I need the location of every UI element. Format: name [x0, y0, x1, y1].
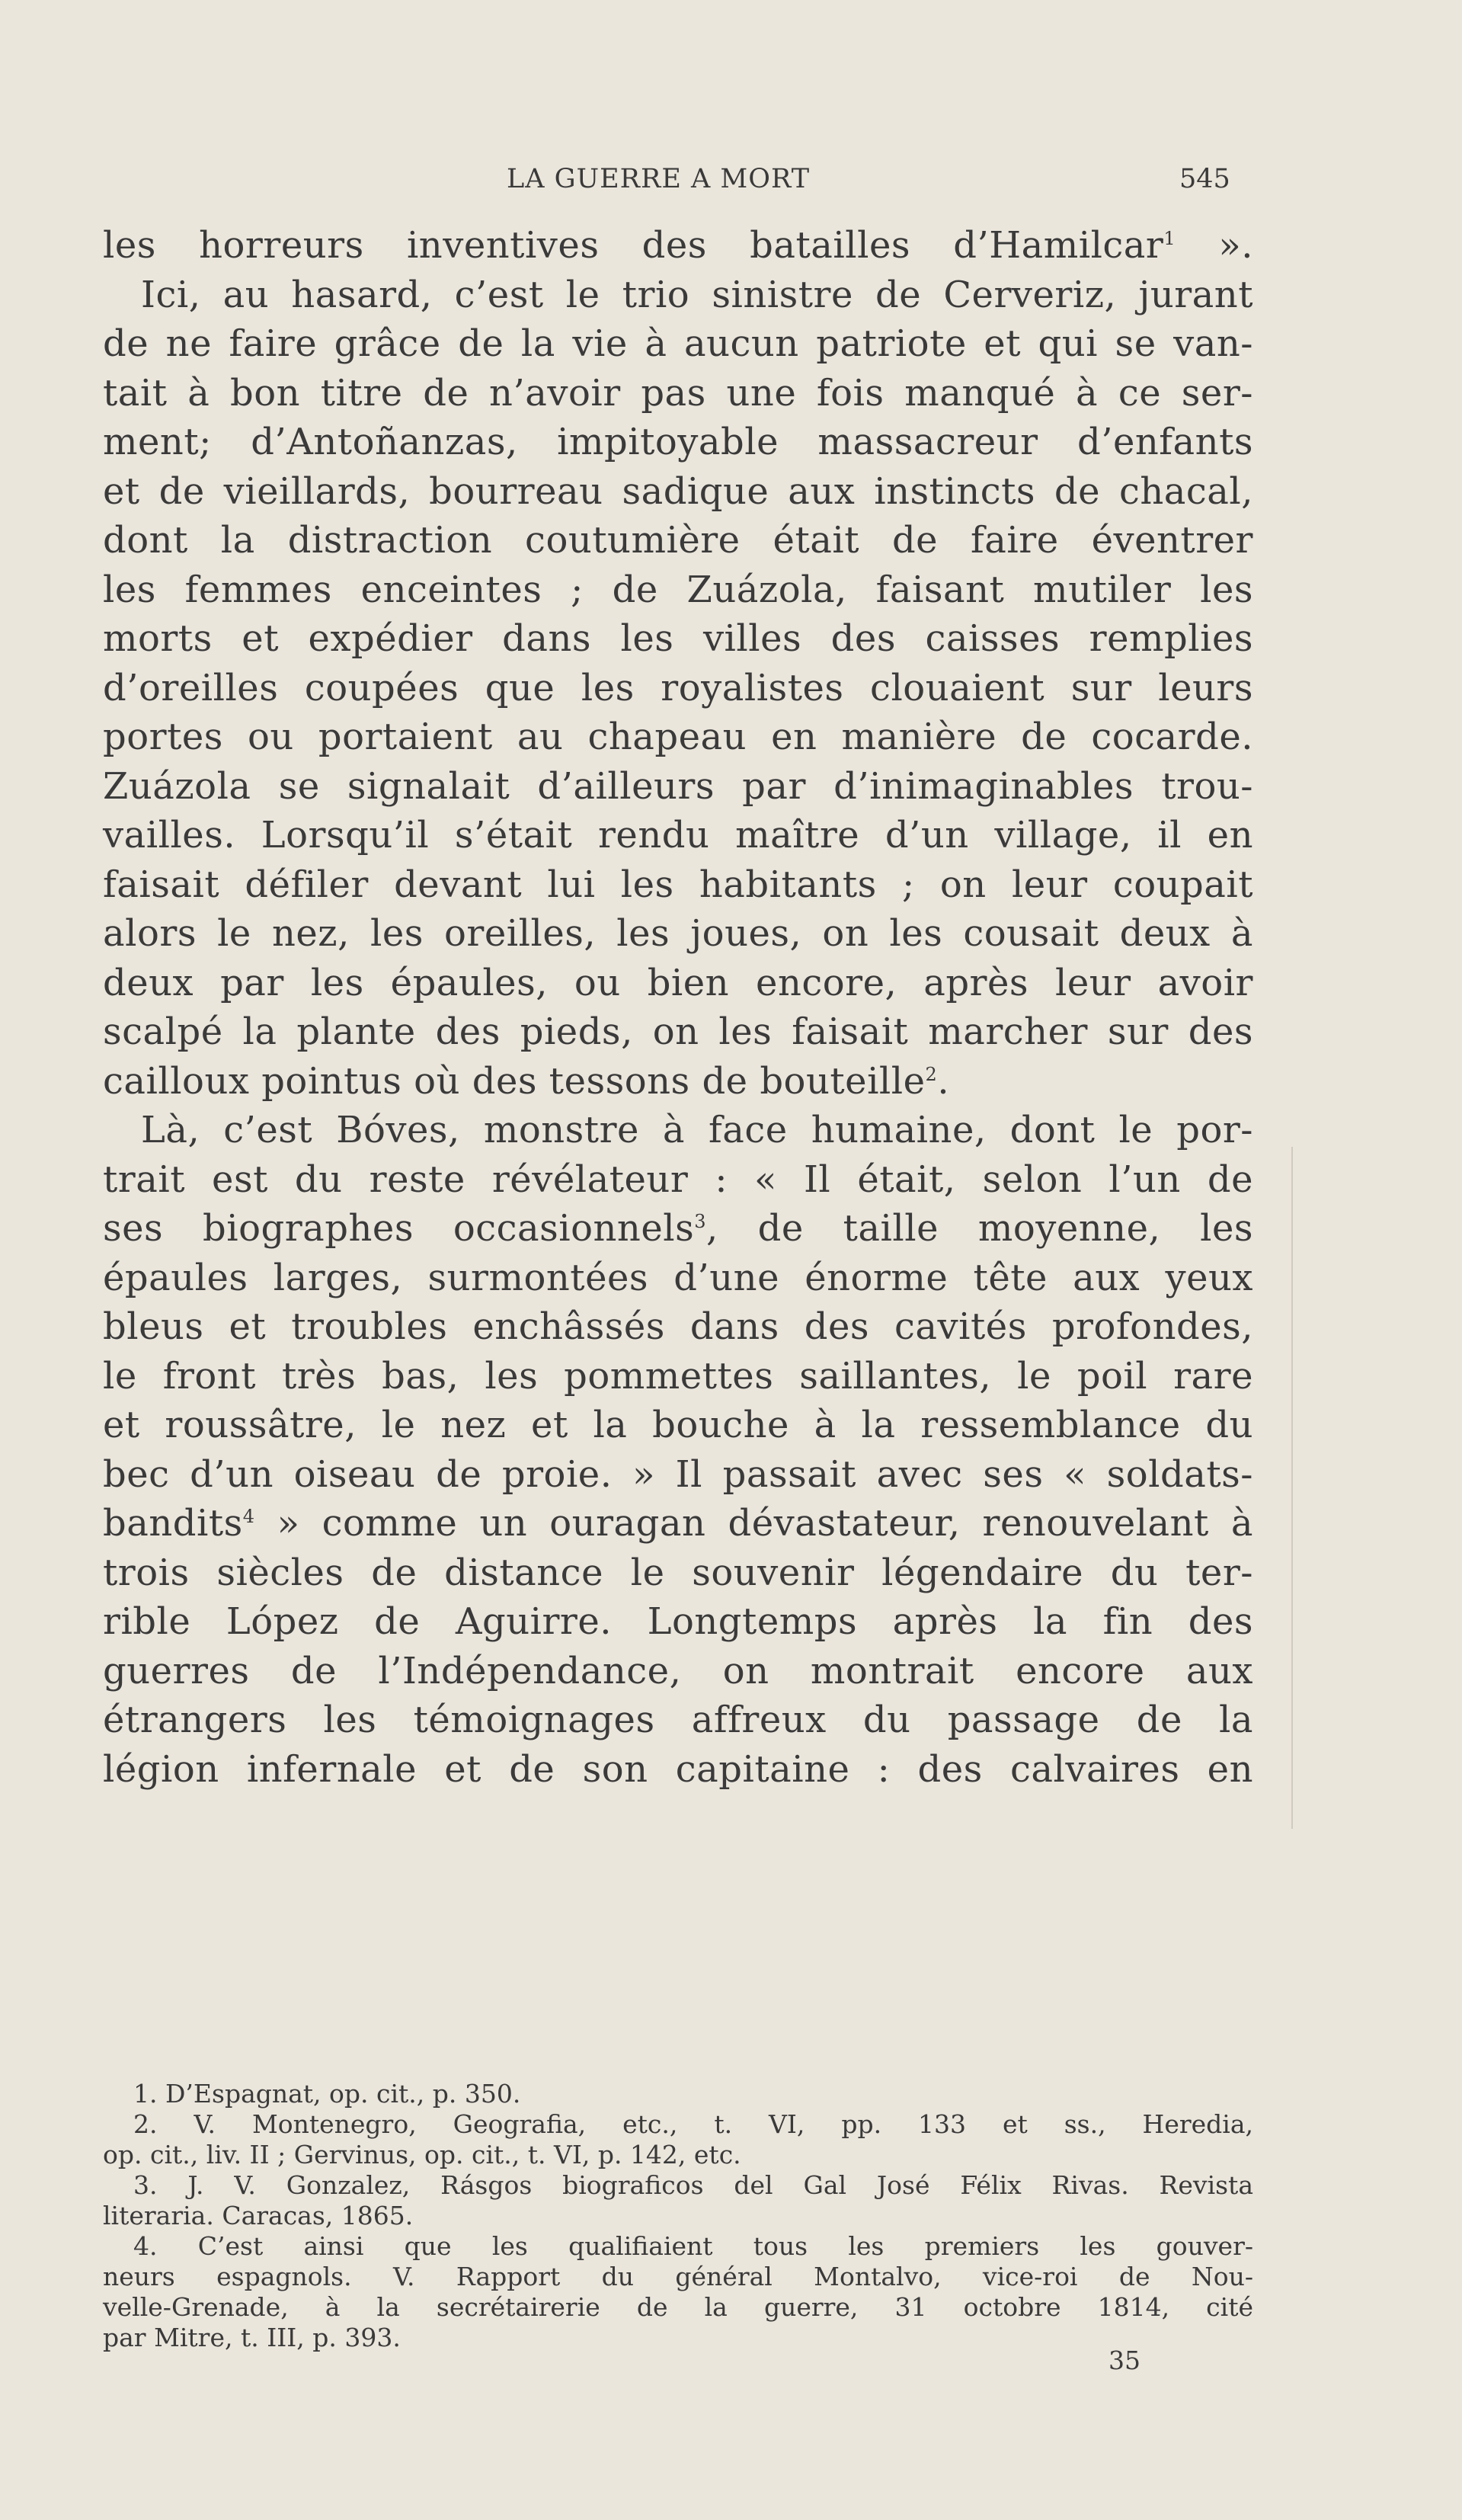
body-text [103, 221, 1253, 1794]
page-number: 545 [1179, 164, 1230, 194]
text-line: de ne faire grâce de la vie à aucun patriote et qui se van- [103, 322, 1253, 365]
footnote-line: neurs espagnols. V. Rapport du général Montalvo, vice-roi de Nou- [103, 2262, 1253, 2291]
text-line: Ici, au hasard, c’est le trio sinistre de Cerveriz, jurant [141, 273, 1253, 316]
text-line: cailloux pointus où des tessons de bouteille$^2$. [103, 1059, 950, 1103]
text-line: faisait défiler devant lui les habitants ; on leur coupait [103, 863, 1253, 906]
text-line: le front très bas, les pommettes saillantes, le poil rare [103, 1354, 1253, 1398]
text-line: épaules larges, surmontées d’une énorme tête aux yeux [103, 1256, 1253, 1299]
footnote-line: 3. J. V. Gonzalez, Rásgos biograficos del Gal José Félix Rivas. Revista [133, 2170, 1253, 2200]
note-ref: 1 [1163, 228, 1176, 249]
text-line: vailles. Lorsqu’il s’était rendu maître d’un village, il en [103, 814, 1253, 857]
text-line: guerres de l’Indépendance, on montrait encore aux [103, 1649, 1253, 1692]
footnote-line: 2. V. Montenegro, Geografia, etc., t. VI, pp. 133 et ss., Heredia, [133, 2109, 1253, 2139]
text-line: morts et expédier dans les villes des caisses remplies [103, 617, 1253, 660]
text-line: Zuázola se signalait d’ailleurs par d’inimaginables trou- [103, 764, 1253, 808]
text-line: trois siècles de distance le souvenir légendaire du ter- [103, 1551, 1253, 1594]
text-line: dont la distraction coutumière était de faire éventrer [103, 519, 1253, 562]
text-line: étrangers les témoignages affreux du passage de la [103, 1699, 1253, 1741]
text-line: tait à bon titre de n’avoir pas une fois manqué à ce ser- [103, 371, 1253, 415]
text-line: scalpé la plante des pieds, on les faisait marcher sur des [103, 1010, 1253, 1053]
text-line: ment; d’Antoñanzas, impitoyable massacreur d’enfants [103, 421, 1253, 463]
note-ref: 4 [242, 1506, 255, 1527]
margin-pencil-mark [1291, 1147, 1304, 1829]
text-line: trait est du reste révélateur : « Il était, selon l’un de [103, 1158, 1253, 1201]
footnotes [103, 2079, 1253, 2353]
running-title: LA GUERRE A MORT [507, 164, 811, 194]
text-line: portes ou portaient au chapeau en manière de cocarde. [103, 716, 1253, 758]
footnote-line: op. cit., liv. II ; Gervinus, op. cit., t. VI, p. 142, etc. [103, 2140, 741, 2169]
signature-mark: 35 [1108, 2345, 1140, 2375]
text-line: bandits$^4$ » comme un ouragan dévastateur, renouvelant à [103, 1502, 1253, 1545]
text-line: rible López de Aguirre. Longtemps après la fin des [103, 1600, 1253, 1643]
footnote-line: 1. D’Espagnat, op. cit., p. 350. [133, 2079, 521, 2109]
text-line: deux par les épaules, ou bien encore, après leur avoir [103, 961, 1253, 1004]
text-line: bleus et troubles enchâssés dans des cavités profondes, [103, 1305, 1253, 1348]
text-line: alors le nez, les oreilles, les joues, on les cousait deux à [103, 912, 1253, 955]
footnote-line: velle-Grenade, à la secrétairerie de la guerre, 31 octobre 1814, cité [103, 2292, 1253, 2322]
text-line: légion infernale et de son capitaine : des calvaires en [103, 1747, 1253, 1791]
text-line: les horreurs inventives des batailles d’Hamilcar$^1$ ». [103, 224, 1253, 267]
text-line: Là, c’est Bóves, monstre à face humaine, dont le por- [141, 1109, 1253, 1151]
text-line: bec d’un oiseau de proie. » Il passait avec ses « soldats- [103, 1452, 1253, 1496]
note-ref: 2 [925, 1063, 938, 1085]
text-line: ses biographes occasionnels$^3$, de taille moyenne, les [103, 1207, 1254, 1250]
text-line: d’oreilles coupées que les royalistes clouaient sur leurs [103, 666, 1253, 709]
footnote-line: 4. C’est ainsi que les qualifiaient tous les premiers les gouver- [133, 2231, 1253, 2261]
text-line: et roussâtre, le nez et la bouche à la ressemblance du [103, 1404, 1253, 1446]
footnote-line: literaria. Caracas, 1865. [103, 2201, 414, 2230]
page-header [0, 164, 1462, 202]
text-line: les femmes enceintes ; de Zuázola, faisant mutiler les [103, 568, 1253, 611]
note-ref: 3 [694, 1211, 706, 1232]
footnote-line: par Mitre, t. III, p. 393. [103, 2323, 401, 2352]
text-line: et de vieillards, bourreau sadique aux instincts de chacal, [103, 469, 1253, 513]
